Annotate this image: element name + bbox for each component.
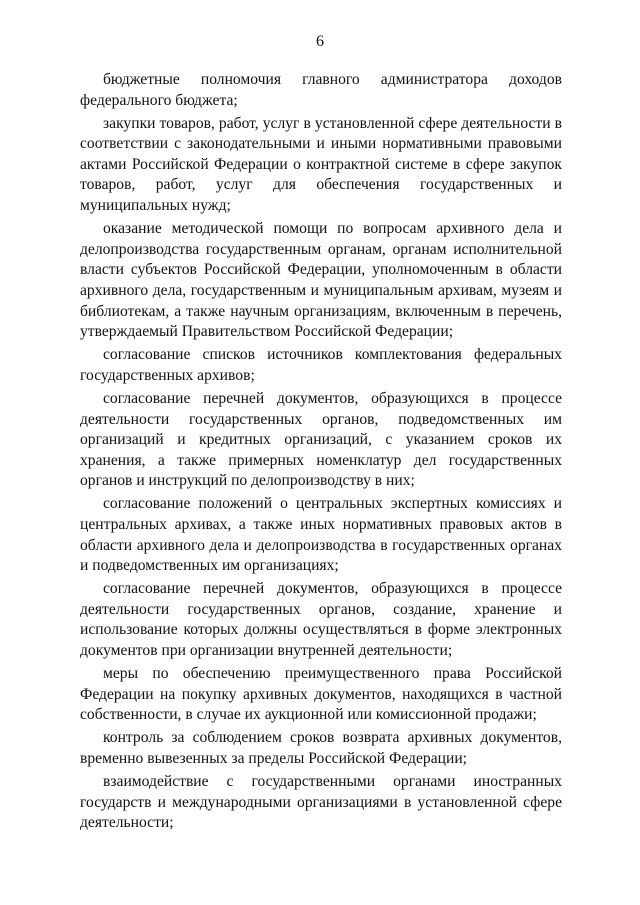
paragraph-budget-powers: бюджетные полномочия главного администратора доходов федерального бюджета; [80, 71, 562, 109]
paragraph-return-control: контроль за соблюдением сроков возврата архивных документов, временно вывезенных за пределы Российской Федерации; [80, 729, 562, 767]
page-number: 6 [316, 33, 324, 50]
paragraph-commission-regulations: согласование положений о центральных экспертных комиссиях и центральных архивах, а также иных нормативных правовых актов в области архивного дела и делопроизводства в государственных органах и подведомственных им организациях; [80, 495, 562, 575]
paragraph-methodical-assistance: оказание методической помощи по вопросам архивного дела и делопроизводства государственным органам, органам исполнительной власти субъектов Российской Федерации, уполномоченным в области архивного дела, государственным и муниципальным архивам, музеям и библиотекам, а также научным организациям, включенным в перечень, утверждаемый Правительством Российской Федерации; [80, 220, 562, 341]
paragraph-acquisition-sources: согласование списков источников комплектования федеральных государственных архивов; [80, 346, 562, 384]
document-body [80, 70, 562, 836]
paragraph-electronic-documents: согласование перечней документов, образующихся в процессе деятельности государственных органов, создание, хранение и использование которых должны осуществляться в форме электронных документов при организации внутренней деятельности; [80, 580, 562, 660]
paragraph-preemptive-right: меры по обеспечению преимущественного права Российской Федерации на покупку архивных документов, находящихся в частной собственности, в случае их аукционной или комиссионной продажи; [80, 665, 562, 724]
paragraph-international-cooperation: взаимодействие с государственными органами иностранных государств и международными организациями в установленной сфере деятельности; [80, 773, 562, 832]
paragraph-procurement: закупки товаров, работ, услуг в установленной сфере деятельности в соответствии с законодательными и иными нормативными правовыми актами Российской Федерации о контрактной системе в сфере закупок товаров, работ, услуг для обеспечения государственных и муниципальных нужд; [80, 114, 562, 215]
paragraph-document-lists: согласование перечней документов, образующихся в процессе деятельности государственных органов, подведомственных им организаций и кредитных организаций, с указанием сроков их хранения, а также примерных номенклатур дел государственных органов и инструкций по делопроизводству в них; [80, 389, 562, 490]
